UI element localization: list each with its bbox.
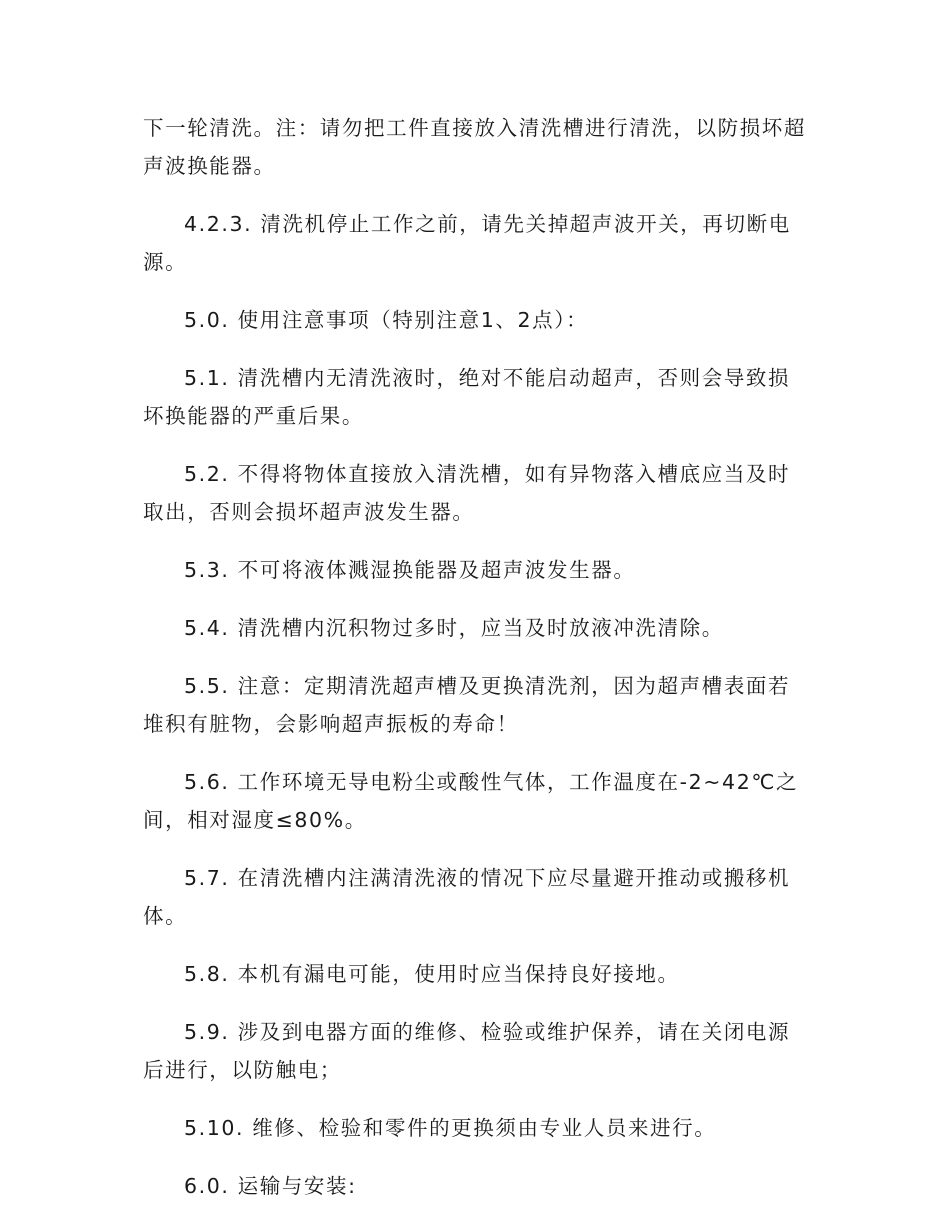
paragraph-5-2: 5.2. 不得将物体直接放入清洗槽，如有异物落入槽底应当及时取出，否则会损坏超声波发生器。 xyxy=(143,462,791,524)
paragraph-5-6: 5.6. 工作环境无导电粉尘或酸性气体，工作温度在-2~42℃之间，相对湿度≤80%。 xyxy=(143,770,799,832)
paragraph-5-7: 5.7. 在清洗槽内注满清洗液的情况下应尽量避开推动或搬移机体。 xyxy=(143,866,791,928)
paragraph-5-10: 5.10. 维修、检验和零件的更换须由专业人员来进行。 xyxy=(184,1116,717,1140)
paragraph-5-8: 5.8. 本机有漏电可能，使用时应当保持良好接地。 xyxy=(184,962,680,986)
paragraph-5-9: 5.9. 涉及到电器方面的维修、检验或维护保养，请在关闭电源后进行，以防触电； xyxy=(143,1020,791,1082)
paragraph-5-5: 5.5. 注意：定期清洗超声槽及更换清洗剂，因为超声槽表面若堆积有脏物，会影响超声振板的寿命！ xyxy=(143,674,791,736)
document-body xyxy=(143,109,808,1225)
paragraph-5-4: 5.4. 清洗槽内沉积物过多时，应当及时放液冲洗清除。 xyxy=(184,616,724,640)
paragraph-continuation: 下一轮清洗。注：请勿把工件直接放入清洗槽进行清洗，以防损坏超声波换能器。 xyxy=(143,116,806,178)
paragraph-4-2-3: 4.2.3. 清洗机停止工作之前，请先关掉超声波开关，再切断电源。 xyxy=(143,212,791,274)
paragraph-5-3: 5.3. 不可将液体溅湿换能器及超声波发生器。 xyxy=(184,558,636,582)
section-heading-5-0: 5.0. 使用注意事项（特别注意1、2点）： xyxy=(184,308,589,332)
section-heading-6-0: 6.0. 运输与安装: xyxy=(184,1174,357,1198)
paragraph-5-1: 5.1. 清洗槽内无清洗液时，绝对不能启动超声，否则会导致损坏换能器的严重后果。 xyxy=(143,366,791,428)
